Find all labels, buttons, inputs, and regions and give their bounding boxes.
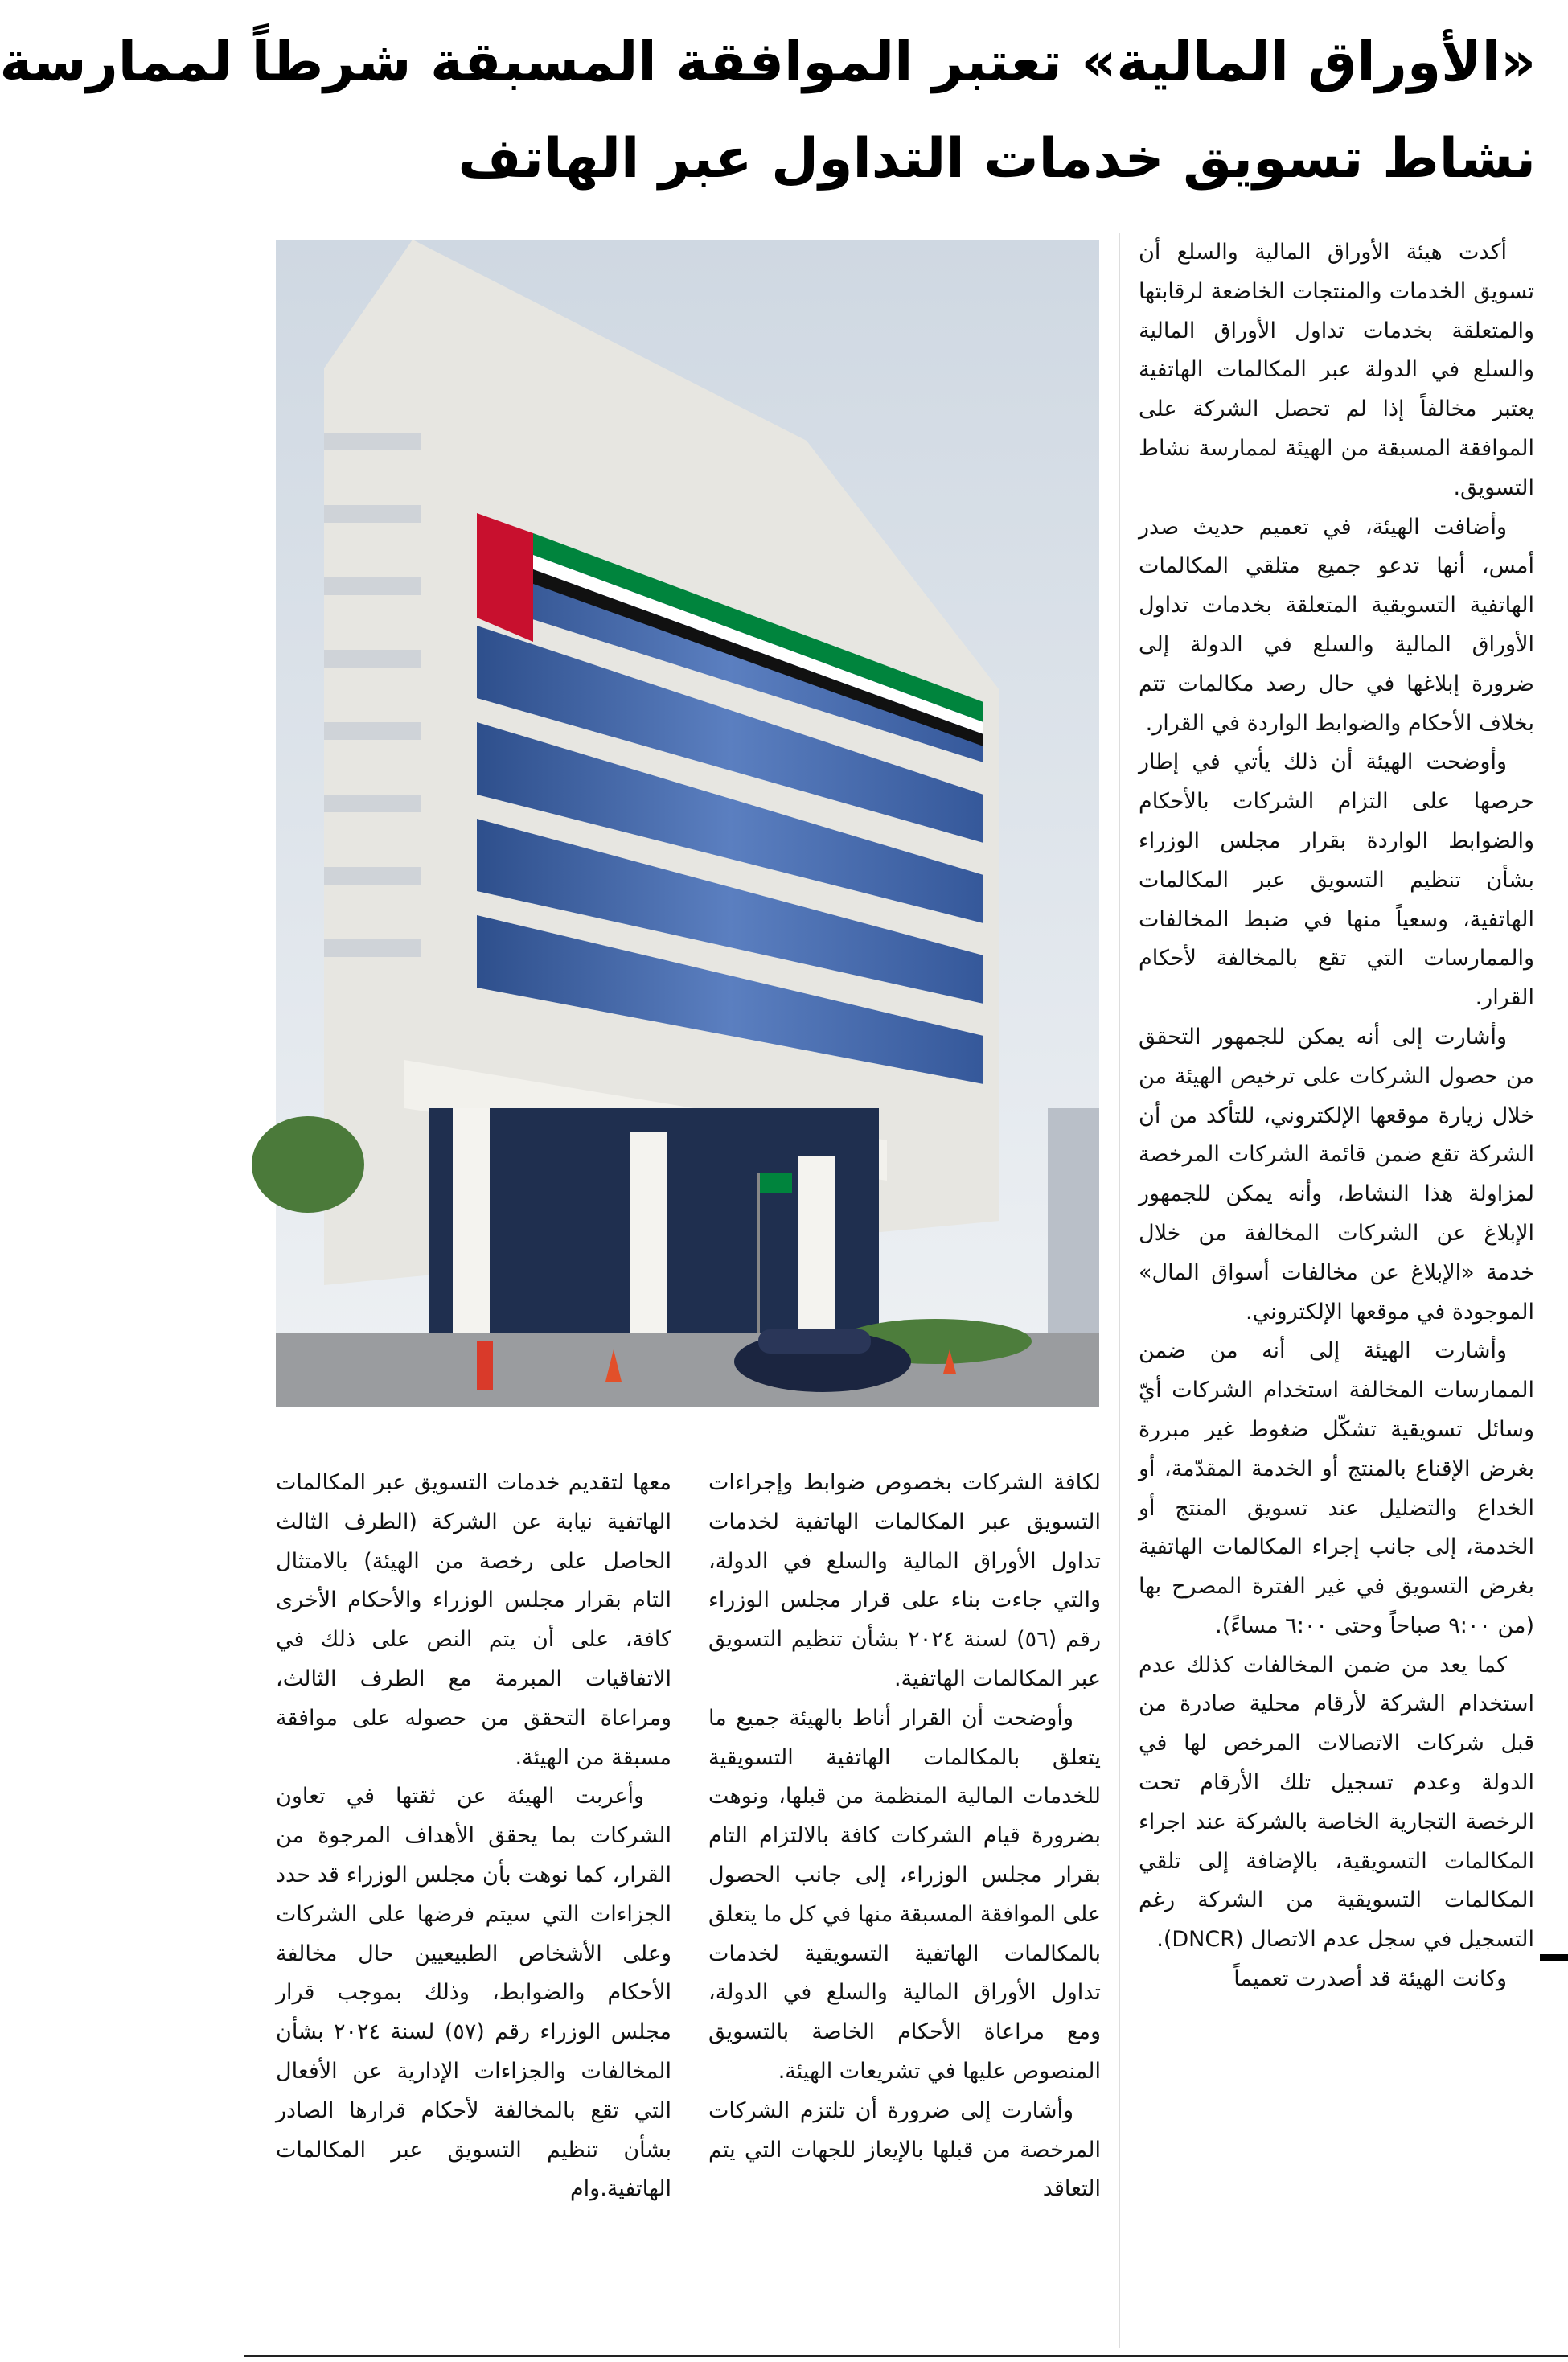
article-column-middle [708,1464,1101,2348]
paragraph: وأضافت الهيئة، في تعميم حديث صدر أمس، أنها تدعو جميع متلقي المكالمات الهاتفية التسويقية المتعلقة بخدمات تداول الأوراق المالية والسلع في الدولة إلى ضرورة إبلاغها في حال رصد مكالمات تتم بخلاف الأحكام والضوابط الواردة في القرار. [1139,514,1534,736]
paragraph: وأوضحت الهيئة أن ذلك يأتي في إطار حرصها على التزام الشركات بالأحكام والضوابط الواردة بقرار مجلس الوزراء بشأن تنظيم التسويق عبر المكالمات الهاتفية، وسعياً منها في ضبط المخالفات والممارسات التي تقع بالمخالفة لأحكام القرار. [1139,750,1534,1011]
headline-line-2: نشاط تسويق خدمات التداول عبر الهاتف [458,127,1536,191]
paragraph: وأعربت الهيئة عن ثقتها في تعاون الشركات بما يحقق الأهداف المرجوة من القرار، كما نوهت بأن مجلس الوزراء قد حدد الجزاءات التي سيتم فرضها على الشركات وعلى الأشخاص الطبيعيين حال مخالفة الأحكام والضوابط، وذلك بموجب قرار مجلس الوزراء رقم (٥٧) لسنة ٢٠٢٤ بشأن المخالفات والجزاءات الإدارية عن الأفعال التي تقع بالمخالفة لأحكام قرارها الصادر بشأن تنظيم التسويق عبر المكالمات الهاتفية.وام [276,1784,671,2202]
paragraph: لكافة الشركات بخصوص ضوابط وإجراءات التسويق عبر المكالمات الهاتفية لخدمات تداول الأوراق المالية والسلع في الدولة، والتي جاءت بناء على قرار مجلس الوزراء رقم (٥٦) لسنة ٢٠٢٤ بشأن تنظيم التسويق عبر المكالمات الهاتفية. [708,1470,1101,1691]
paragraph: أكدت هيئة الأوراق المالية والسلع أن تسويق الخدمات والمنتجات الخاضعة لرقابتها والمتعلقة بخدمات تداول الأوراق المالية والسلع في الدولة عبر المكالمات الهاتفية يعتبر مخالفاً إذا لم تحصل الشركة على الموافقة المسبقة من الهيئة لممارسة نشاط التسويق. [1139,240,1534,500]
article-photo [276,240,1099,1407]
building-illustration [276,240,1099,1407]
bottom-rule [244,2355,1568,2357]
paragraph: وأشارت إلى ضرورة أن تلتزم الشركات المرخصة من قبلها بالإيعاز للجهات التي يتم التعاقد [708,2097,1101,2202]
article-column-left [276,1464,671,2348]
article-column-right [1139,233,1534,2348]
paragraph: كما يعد من ضمن المخالفات كذلك عدم استخدام الشركة لأرقام محلية صادرة من قبل شركات الاتصالات المرخص لها في الدولة وعدم تسجيل تلك الأرقام تحت الرخصة التجارية الخاصة بالشركة عند اجراء المكالمات التسويقية، بالإضافة إلى تلقي المكالمات التسويقية من الشركة رغم التسجيل في سجل عدم الاتصال (DNCR). [1139,1652,1534,1953]
headline-line-1: «الأوراق المالية» تعتبر الموافقة المسبقة شرطاً لممارسة [0,31,1536,94]
paragraph: وأشارت الهيئة إلى أنه من ضمن الممارسات المخالفة استخدام الشركات أيّ وسائل تسويقية تشكّل ضغوط غير مبررة بغرض الإقناع بالمنتج أو الخدمة المقدّمة، أو الخداع والتضليل عند تسويق المنتج أو الخدمة، إلى جانب إجراء المكالمات الهاتفية بغرض التسويق في غير الفترة المصرح بها (من ٩:٠٠ صباحاً وحتى ٦:٠٠ مساءً). [1139,1338,1534,1638]
paragraph: وأشارت إلى أنه يمكن للجمهور التحقق من حصول الشركات على ترخيص الهيئة من خلال زيارة موقعها الإلكتروني، للتأكد من أن الشركة تقع ضمن قائمة الشركات المرخصة لمزاولة هذا النشاط، وأنه يمكن للجمهور الإبلاغ عن الشركات المخالفة من خلال خدمة «الإبلاغ عن مخالفات أسواق المال» الموجودة في موقعها الإلكتروني. [1139,1024,1534,1325]
column-divider-right [1119,233,1120,2348]
paragraph: وأوضحت أن القرار أناط بالهيئة جميع ما يتعلق بالمكالمات الهاتفية التسويقية للخدمات المالية المنظمة من قبلها، ونوهت بضرورة قيام الشركات كافة بالالتزام التام بقرار مجلس الوزراء، إلى جانب الحصول على الموافقة المسبقة منها في كل ما يتعلق بالمكالمات الهاتفية التسويقية لخدمات تداول الأوراق المالية والسلع في الدولة، ومع مراعاة الأحكام الخاصة بالتسويق المنصوص عليها في تشريعات الهيئة. [708,1705,1101,2084]
headline [0,14,1536,216]
paragraph: معها لتقديم خدمات التسويق عبر المكالمات الهاتفية نيابة عن الشركة (الطرف الثالث الحاصل على رخصة من الهيئة) بالامتثال التام بقرار مجلس الوزراء والأحكام الأخرى كافة، على أن يتم النص على ذلك في الاتفاقيات المبرمة مع الطرف الثالث، ومراعاة التحقق من حصوله على موافقة مسبقة من الهيئة. [276,1470,671,1770]
paragraph: وكانت الهيئة قد أصدرت تعميماً [1233,1966,1507,1992]
edge-marker [1540,1954,1568,1961]
